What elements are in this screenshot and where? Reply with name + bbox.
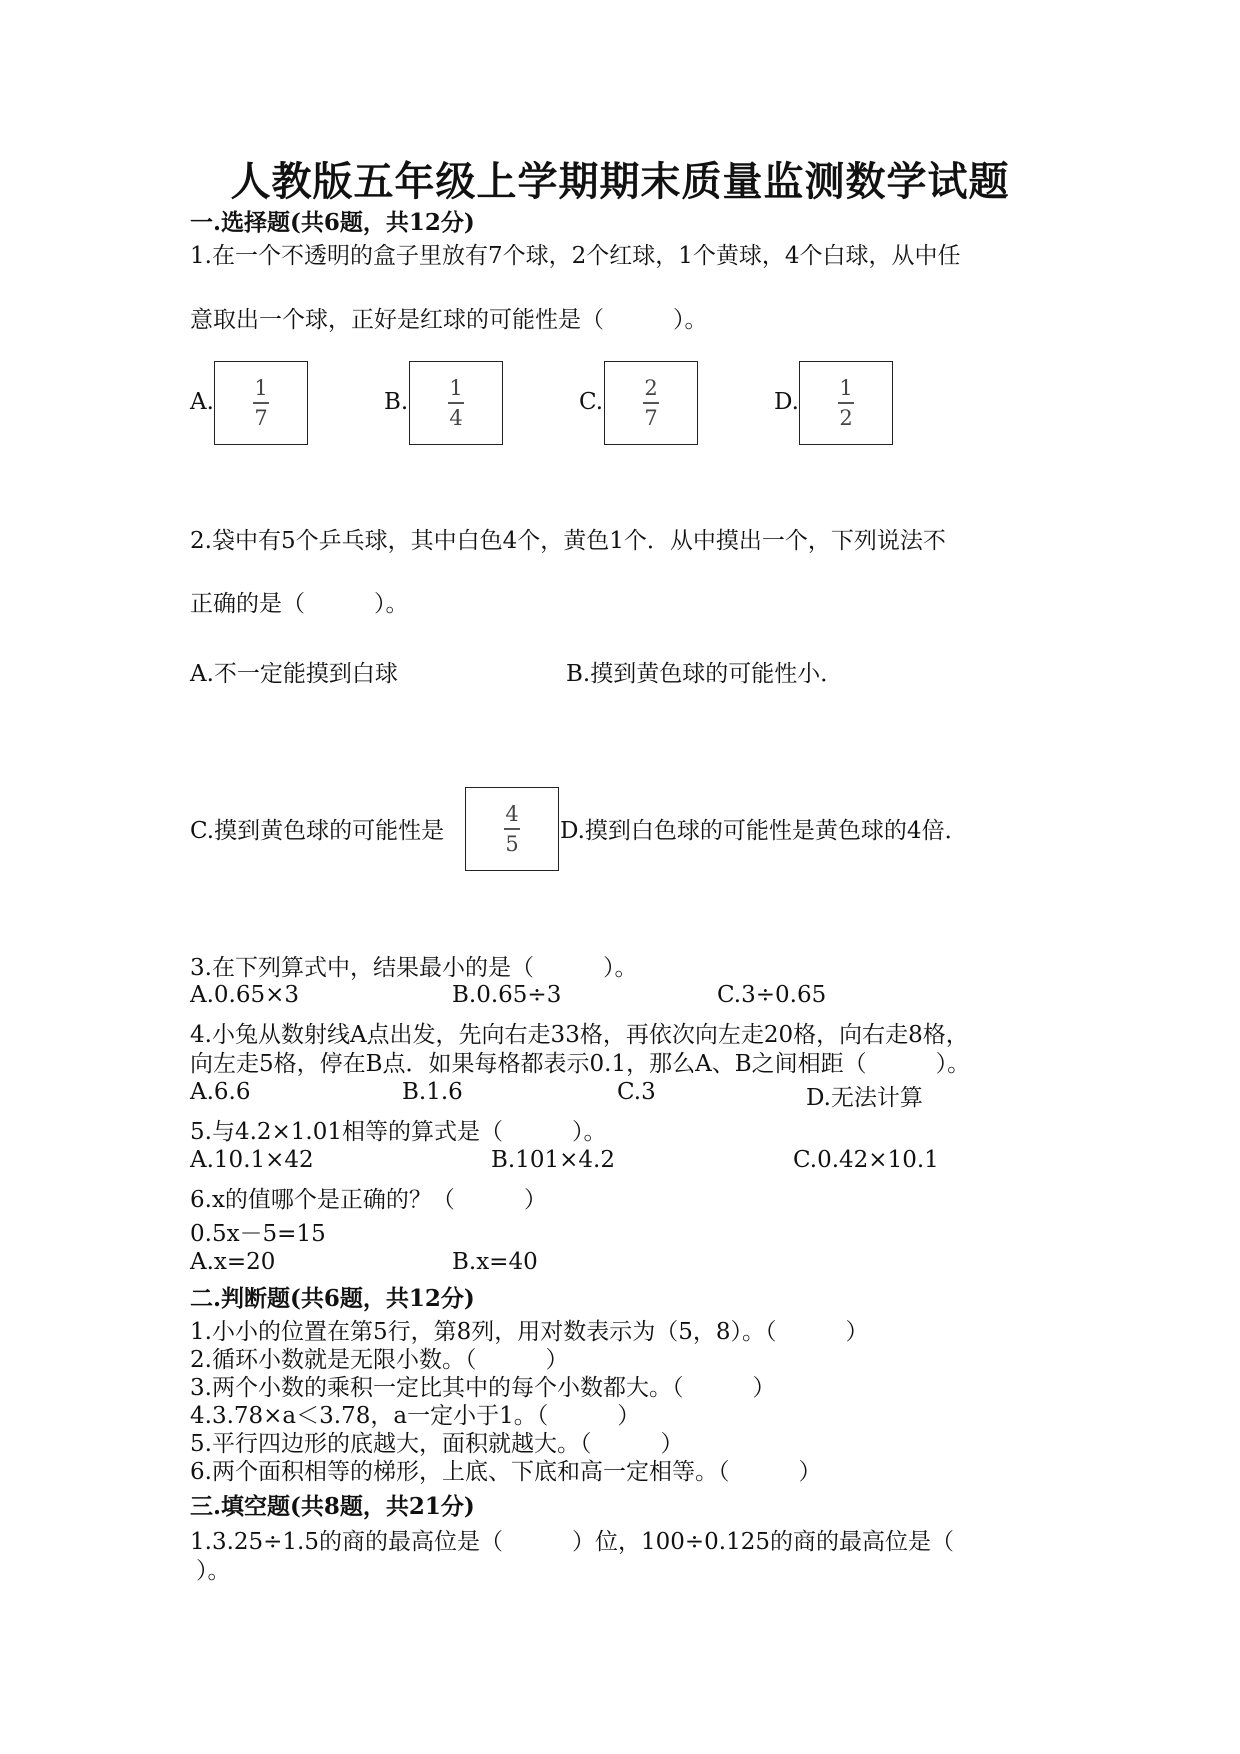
question-2-line1: 2.袋中有5个乒乓球，其中白色4个，黄色1个．从中摸出一个，下列说法不 xyxy=(190,528,946,554)
question-3-option-a: A.0.65×3 xyxy=(190,982,300,1008)
question-3-option-b: B.0.65÷3 xyxy=(452,982,562,1008)
judgement-item: 1.小小的位置在第5行，第8列，用对数表示为（5，8）。（ ） xyxy=(190,1319,869,1345)
fill-blank-1-line1: 1.3.25÷1.5的商的最高位是（ ）位，100÷0.125的商的最高位是（ xyxy=(190,1529,955,1555)
question-5: 5.与4.2×1.01相等的算式是（ ）。 xyxy=(190,1119,607,1145)
denominator: 4 xyxy=(449,405,463,430)
fill-blank-1-line2: ）。 xyxy=(196,1558,231,1584)
question-2-line2: 正确的是（ ）。 xyxy=(190,591,409,617)
question-6-equation: 0.5x－5=15 xyxy=(190,1221,326,1247)
option-b-fraction-image xyxy=(409,361,503,445)
question-2-option-b: B.摸到黄色球的可能性小． xyxy=(566,661,844,687)
numerator: 1 xyxy=(839,376,853,400)
judgement-item: 4.3.78×a＜3.78，a一定小于1。（ ） xyxy=(190,1403,641,1429)
numerator: 2 xyxy=(644,376,658,400)
question-3-option-c: C.3÷0.65 xyxy=(717,982,827,1008)
section-heading-choice: 一.选择题(共6题，共12分) xyxy=(190,209,475,236)
question-2-option-a: A.不一定能摸到白球 xyxy=(190,661,398,687)
denominator: 7 xyxy=(254,405,268,430)
question-1-line2: 意取出一个球，正好是红球的可能性是（ ）。 xyxy=(190,307,708,333)
judgement-item: 5.平行四边形的底越大，面积就越大。（ ） xyxy=(190,1431,684,1457)
question-6-option-a: A.x=20 xyxy=(190,1249,276,1275)
question-5-option-a: A.10.1×42 xyxy=(190,1147,314,1173)
question-6-option-b: B.x=40 xyxy=(452,1249,538,1275)
question-4-option-b: B.1.6 xyxy=(402,1079,463,1105)
option-b-label: B. xyxy=(384,389,409,415)
question-6: 6.x的值哪个是正确的？（ ） xyxy=(190,1187,547,1213)
option-c-fraction-image xyxy=(465,787,559,871)
question-4-option-c: C.3 xyxy=(617,1079,656,1105)
option-a-label: A. xyxy=(190,389,214,415)
denominator: 2 xyxy=(839,405,853,430)
question-4-option-a: A.6.6 xyxy=(190,1079,251,1105)
numerator: 1 xyxy=(449,376,463,400)
question-1-line1: 1.在一个不透明的盒子里放有7个球，2个红球，1个黄球，4个白球，从中任 xyxy=(190,243,961,269)
question-3: 3.在下列算式中，结果最小的是（ ）。 xyxy=(190,955,638,981)
question-5-option-c: C.0.42×10.1 xyxy=(793,1147,939,1173)
page-title: 人教版五年级上学期期末质量监测数学试题 xyxy=(230,158,1010,205)
question-4-line2: 向左走5格，停在B点．如果每格都表示0.1，那么A、B之间相距（ ）。 xyxy=(190,1051,971,1077)
option-d-label: D. xyxy=(774,389,799,415)
judgement-item: 2.循环小数就是无限小数。（ ） xyxy=(190,1347,569,1373)
denominator: 5 xyxy=(505,831,519,856)
denominator: 7 xyxy=(644,405,658,430)
numerator: 4 xyxy=(505,802,519,826)
option-d-fraction-image xyxy=(799,361,893,445)
option-c-label: C. xyxy=(579,389,604,415)
section-heading-fill-blank: 三.填空题(共8题，共21分) xyxy=(190,1493,475,1520)
question-2-option-c: C.摸到黄色球的可能性是 xyxy=(190,818,445,844)
numerator: 1 xyxy=(254,376,268,400)
question-2-option-d: D.摸到白色球的可能性是黄色球的4倍． xyxy=(560,818,968,844)
section-heading-judgement: 二.判断题(共6题，共12分) xyxy=(190,1285,475,1312)
option-a-fraction-image xyxy=(214,361,308,445)
judgement-item: 3.两个小数的乘积一定比其中的每个小数都大。（ ） xyxy=(190,1375,776,1401)
option-c-fraction-image xyxy=(604,361,698,445)
judgement-item: 6.两个面积相等的梯形，上底、下底和高一定相等。（ ） xyxy=(190,1459,822,1485)
question-4-option-d: D.无法计算 xyxy=(806,1085,923,1111)
question-5-option-b: B.101×4.2 xyxy=(491,1147,615,1173)
question-4-line1: 4.小兔从数射线A点出发，先向右走33格，再依次向左走20格，向右走8格， xyxy=(190,1022,969,1048)
